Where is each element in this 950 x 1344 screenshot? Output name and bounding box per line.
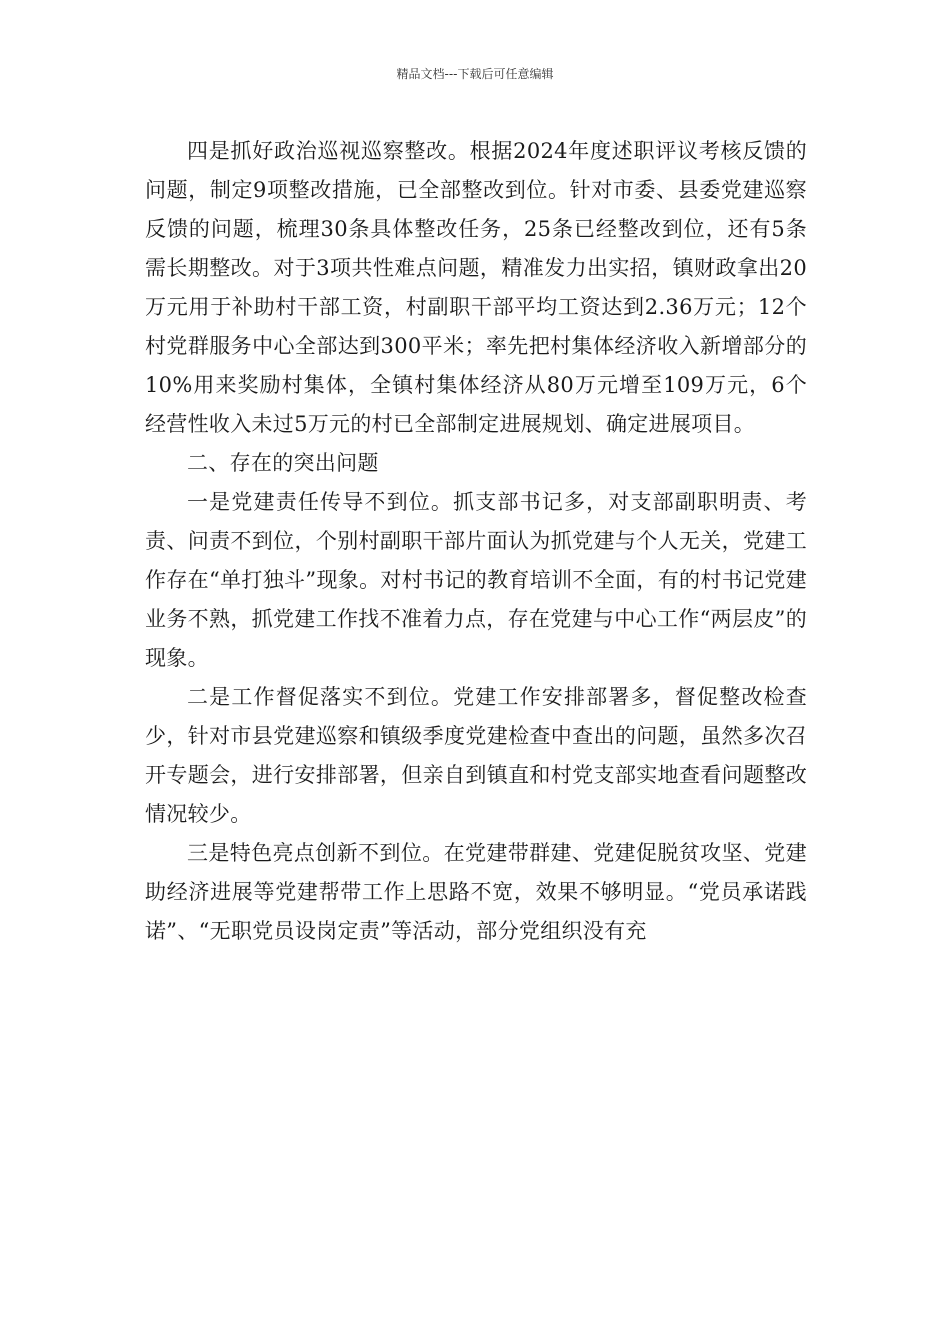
page-header: 精品文档---下载后可任意编辑 [396,67,554,81]
paragraph-responsibility: 一是党建责任传导不到位。抓支部书记多，对支部副职明责、考责、问责不到位，个别村副职干部片面认为抓党建与个人无关，党建工作存在“单打独斗”现象。对村书记的教育培训不全面，有的村书记党建业务不熟，抓党建工作找不准着力点，存在党建与中心工作“两层皮”的现象。 [145,490,807,670]
paragraph-innovation: 三是特色亮点创新不到位。在党建带群建、党建促脱贫攻坚、党建助经济进展等党建帮带工作上思路不宽，效果不够明显。“党员承诺践诺”、“无职党员设岗定责”等活动，部分党组织没有充 [145,841,807,943]
document-body [145,132,807,951]
paragraph-supervision: 二是工作督促落实不到位。党建工作安排部署多，督促整改检查少，针对市县党建巡察和镇级季度党建检查中查出的问题，虽然多次召开专题会，进行安排部署，但亲自到镇直和村党支部实地查看问题整改情况较少。 [145,685,807,826]
paragraph-rectification: 四是抓好政治巡视巡察整改。根据2024年度述职评议考核反馈的问题，制定9项整改措施，已全部整改到位。针对市委、县委党建巡察反馈的问题，梳理30条具体整改任务，25条已经整改到位，还有5条需长期整改。对于3项共性难点问题，精准发力出实招，镇财政拿出20万元用于补助村干部工资，村副职干部平均工资达到2.36万元；12个村党群服务中心全部达到300平米；率先把村集体经济收入新增部分的10%用来奖励村集体，全镇村集体经济从80万元增至109万元，6个经营性收入未过5万元的村已全部制定进展规划、确定进展项目。 [145,139,807,436]
section-heading-problems: 二、存在的突出问题 [187,451,379,475]
